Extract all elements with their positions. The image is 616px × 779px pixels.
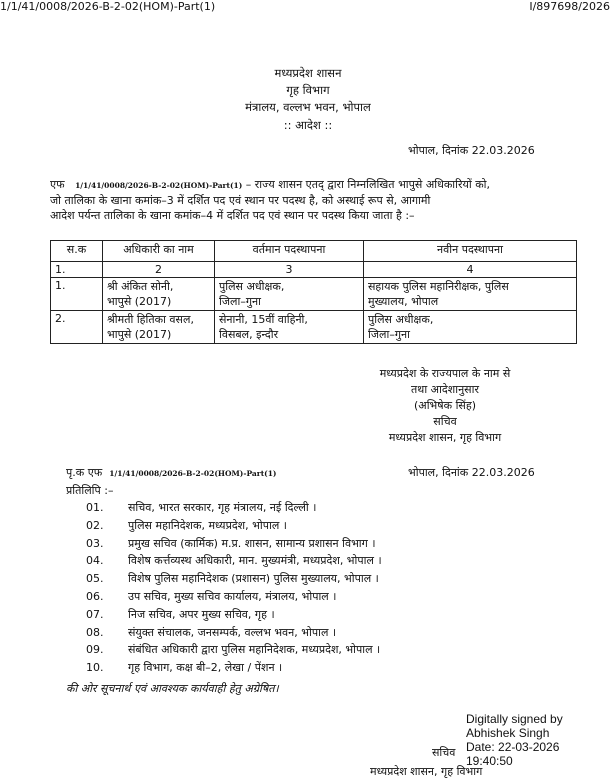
row-serial: 1. [51,278,103,311]
digital-signature-label: Digitally signed by [466,712,563,726]
signatory-department: मध्यप्रदेश शासन, गृह विभाग [388,431,502,444]
digital-signature-name: Abhishek Singh [466,726,550,740]
col-number-3: 3 [215,262,364,278]
signature-authority-line: मध्यप्रदेश के राज्यपाल के नाम से [379,367,511,380]
current-post: सेनानी, 15वीं वाहिनी, [219,313,308,326]
letterhead-department: गृह विभाग [286,83,330,97]
posting-table [50,240,577,344]
order-date-label: भोपाल, दिनांक [408,144,469,157]
endorsement-prefix: पृ.क एफ [66,466,103,479]
row-new-posting [364,278,577,311]
row-serial: 2. [51,311,103,344]
table-header-row [51,241,577,262]
list-item [86,607,556,625]
digital-signature-time: 19:40:50 [466,754,513,768]
list-item [86,660,556,678]
col-number-2: 2 [103,262,215,278]
copy-to-label: प्रतिलिपि :– [66,484,114,497]
row-current-posting [215,278,364,311]
list-item-text: विशेष पुलिस महानिदेशक (प्रशासन) पुलिस मुख्यालय, भोपाल । [128,572,379,586]
list-item-number: 05. [86,572,104,586]
list-item-text: उप सचिव, मुख्य सचिव कार्यालय, मंत्रालय, भोपाल । [128,589,337,603]
list-item-text: निज सचिव, अपर मुख्य सचिव, गृह । [128,607,275,621]
order-date-value: 22.03.2026 [471,144,535,157]
row-current-posting [215,311,364,344]
list-item [86,536,556,554]
table-row [51,311,577,344]
list-item-number: 10. [86,661,104,675]
letterhead-order-title: :: आदेश :: [283,118,333,132]
list-item [86,553,556,571]
list-item [86,571,556,589]
list-item [86,589,556,607]
list-item-number: 07. [86,607,104,621]
order-date [408,143,535,158]
new-post: पुलिस अधीक्षक, [368,313,434,326]
endorsement-ref-number: 1/1/41/0008/2026-B-2-02(HOM)-Part(1) [109,469,277,478]
officer-name: श्रीमती हितिका वसल, [107,313,194,326]
col-number-1: 1. [51,262,103,278]
header-new-posting: नवीन पदस्थापना [364,241,577,262]
document-id-header: I/897698/2026 [529,0,610,13]
list-item-number: 02. [86,518,104,532]
order-prefix: एफ [50,178,65,191]
officer-service: भापुसे (2017) [107,295,172,308]
new-place: जिला–गुना [368,328,410,341]
copy-list [86,500,556,678]
list-item-number: 04. [86,554,104,568]
officer-name: श्री अंकित सोनी, [107,280,174,293]
list-item-text: पुलिस महानिदेशक, मध्यप्रदेश, भोपाल । [128,518,287,532]
endorsement-reference [66,465,276,481]
list-item-text: प्रमुख सचिव (कार्मिक) म.प्र. शासन, सामान्य प्रशासन विभाग । [128,536,376,550]
endorsement-date-value: 22.03.2026 [471,466,535,479]
col-number-4: 4 [364,262,577,278]
order-reference: 1/1/41/0008/2026-B-2-02(HOM)-Part(1) [75,181,243,190]
new-post: सहायक पुलिस महानिरीक्षक, पुलिस [368,280,509,293]
order-line-1-rest: – राज्य शासन एतद् द्वारा निम्नलिखित भापुसे अधिकारियों को, [245,178,491,191]
digital-signature-stamp [466,712,606,768]
list-item-text: संयुक्त संचालक, जनसम्पर्क, वल्लभ भवन, भोपाल । [128,625,337,639]
list-item-text: संबंधित अधिकारी द्वारा पुलिस महानिदेशक, मध्यप्रदेश, भोपाल । [128,643,381,657]
digital-signature-date: Date: 22-03-2026 [466,740,560,754]
list-item [86,625,556,643]
signature-order-line: तथा आदेशानुसार [411,383,479,396]
list-item-text: गृह विभाग, कक्ष बी–2, लेखा / पेंशन । [128,661,283,675]
header-current-posting: वर्तमान पदस्थापना [215,241,364,262]
order-paragraph [50,177,570,223]
signatory-department-secondary: मध्यप्रदेश शासन, गृह विभाग [370,765,483,778]
header-serial: स.क [51,241,103,262]
order-line-1 [50,177,570,193]
endorsement-date-label: भोपाल, दिनांक [408,466,469,479]
list-item [86,500,556,518]
row-new-posting [364,311,577,344]
current-post: पुलिस अधीक्षक, [219,280,285,293]
new-place: मुख्यालय, भोपाल [368,295,439,308]
signatory-designation-secondary: सचिव [432,746,456,759]
list-item-number: 01. [86,501,104,514]
signature-block-primary [330,366,560,446]
officer-service: भापुसे (2017) [107,328,172,341]
list-item [86,642,556,660]
current-place: जिला–गुना [219,295,261,308]
order-line-3: आदेश पर्यन्त तालिका के खाना कमांक–4 में दर्शित पद एवं स्थान पर पदस्थ किया जाता है :– [50,209,415,222]
file-reference-header: 1/1/41/0008/2026-B-2-02(HOM)-Part(1) [0,0,216,13]
list-item-number: 03. [86,536,104,550]
row-officer-name [103,278,215,311]
list-item-number: 06. [86,589,104,603]
forwarding-note: की ओर सूचनार्थ एवं आवश्यक कार्यवाही हेतु अग्रेषित। [66,682,279,695]
list-item [86,518,556,536]
list-item-text: विशेष कर्त्तव्यस्थ अधिकारी, मान. मुख्यमंत्री, मध्यप्रदेश, भोपाल । [128,554,382,568]
header-officer-name: अधिकारी का नाम [103,241,215,262]
endorsement-date [408,465,535,480]
letterhead-address: मंत्रालय, वल्लभ भवन, भोपाल [245,100,371,114]
order-line-2: जो तालिका के खाना कमांक–3 में दर्शित पद एवं स्थान पर पदस्थ है, को अस्थाई रूप से, आगामी [50,194,431,207]
list-item-text: सचिव, भारत सरकार, गृह मंत्रालय, नई दिल्ली । [128,501,317,514]
row-officer-name [103,311,215,344]
table-column-number-row [51,262,577,278]
current-place: विसबल, इन्दौर [219,328,279,341]
signatory-designation: सचिव [433,415,457,428]
list-item-number: 09. [86,643,104,657]
list-item-number: 08. [86,625,104,639]
signatory-name: (अभिषेक सिंह) [414,399,476,412]
table-row [51,278,577,311]
letterhead-government: मध्यप्रदेश शासन [274,66,342,80]
